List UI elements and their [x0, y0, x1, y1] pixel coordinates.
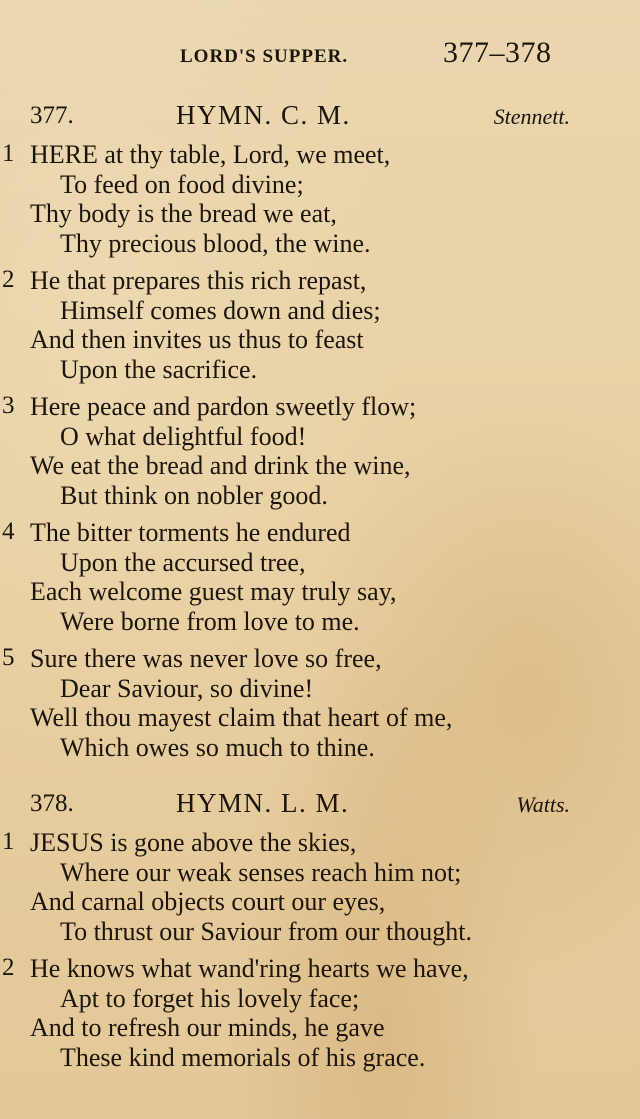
hymn-378	[0, 786, 640, 1072]
verse-line: JESUS is gone above the skies,	[30, 828, 357, 857]
verse-line: We eat the bread and drink the wine,	[30, 451, 411, 480]
verse-line: And to refresh our minds, he gave	[30, 1013, 385, 1042]
running-title: LORD'S SUPPER.	[180, 46, 349, 67]
verse-line: He knows what wand'ring hearts we have,	[30, 954, 469, 983]
verse-line: Thy precious blood, the wine.	[60, 228, 371, 258]
verse-line: Well thou mayest claim that heart of me,	[30, 703, 453, 732]
hymn-meter-label: HYMN. L. M.	[176, 788, 350, 818]
hymn-meter-label: HYMN. C. M.	[176, 100, 351, 130]
verse-line: These kind memorials of his grace.	[60, 1042, 426, 1072]
stanza-2	[0, 954, 640, 1072]
stanza-2	[0, 266, 640, 384]
verse-line: And carnal objects court our eyes,	[30, 887, 386, 916]
verse-line: Were borne from love to me.	[60, 606, 360, 636]
verse-line: Himself comes down and dies;	[60, 295, 381, 325]
page-range: 377–378	[443, 36, 552, 69]
verse-line: HERE at thy table, Lord, we meet,	[30, 140, 391, 169]
verse-line: To feed on food divine;	[60, 169, 304, 199]
verse-line: Sure there was never love so free,	[30, 644, 382, 673]
hymn-number: 378.	[30, 790, 74, 817]
verse-line: He that prepares this rich repast,	[30, 266, 367, 295]
stanza-3	[0, 392, 640, 510]
stanza-1	[0, 140, 640, 258]
hymn-author: Watts.	[516, 792, 570, 817]
verse-line: Each welcome guest may truly say,	[30, 577, 397, 606]
hymn-author: Stennett.	[493, 104, 570, 129]
verse-line: Dear Saviour, so divine!	[60, 673, 314, 703]
verse-line: Upon the sacrifice.	[60, 354, 258, 384]
running-head	[0, 36, 640, 76]
stanza-number: 1	[2, 140, 15, 167]
verse-line: But think on nobler good.	[60, 480, 328, 510]
verse-line: Thy body is the bread we eat,	[30, 199, 337, 228]
stanza-number: 2	[2, 266, 15, 293]
stanza-number: 3	[2, 392, 15, 419]
verse-line: Apt to forget his lovely face;	[60, 983, 360, 1013]
stanza-number: 2	[2, 954, 15, 981]
verse-line: And then invites us thus to feast	[30, 325, 364, 354]
stanza-number: 4	[2, 518, 15, 545]
verse-line: Upon the accursed tree,	[60, 547, 306, 577]
verse-line: Here peace and pardon sweetly flow;	[30, 392, 417, 421]
stanza-5	[0, 644, 640, 762]
hymn-377	[0, 98, 640, 762]
hymn-number: 377.	[30, 102, 74, 129]
verse-line: The bitter torments he endured	[30, 518, 351, 547]
stanza-number: 5	[2, 644, 15, 671]
verse-line: Which owes so much to thine.	[60, 732, 375, 762]
hymn-heading	[0, 98, 640, 138]
stanza-4	[0, 518, 640, 636]
verse-line: O what delightful food!	[60, 421, 307, 451]
verse-line: To thrust our Saviour from our thought.	[60, 916, 472, 946]
hymn-heading	[0, 786, 640, 826]
verse-line: Where our weak senses reach him not;	[60, 857, 462, 887]
stanza-number: 1	[2, 828, 15, 855]
stanza-1	[0, 828, 640, 946]
